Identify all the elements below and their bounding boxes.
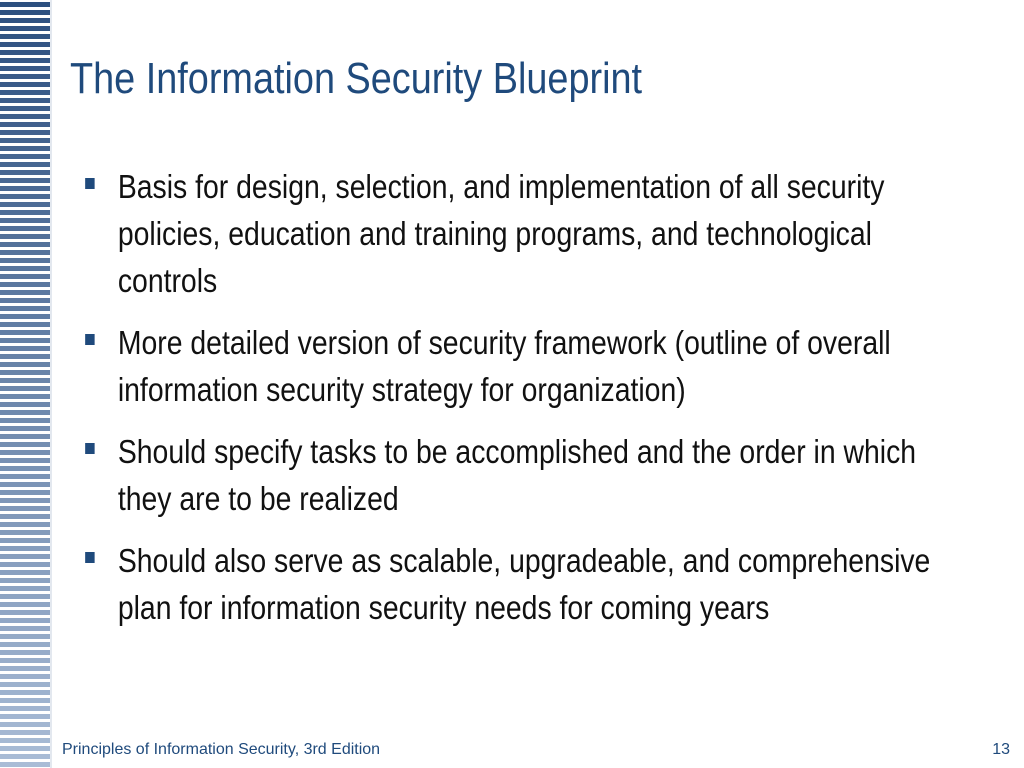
decorative-stripe [0,154,50,159]
decorative-stripe [0,378,50,383]
decorative-stripe [0,18,50,23]
decorative-stripe [0,162,50,167]
decorative-stripe [0,698,50,703]
decorative-stripe [0,570,50,575]
decorative-stripe [0,498,50,503]
decorative-stripe [0,178,50,183]
decorative-stripe [0,330,50,335]
decorative-stripe [0,418,50,423]
decorative-stripe [0,482,50,487]
decorative-stripe [0,386,50,391]
decorative-stripe [0,338,50,343]
decorative-stripe [0,82,50,87]
decorative-stripe [0,618,50,623]
decorative-stripe [0,186,50,191]
decorative-stripe [0,234,50,239]
decorative-stripe [0,626,50,631]
decorative-stripe [0,146,50,151]
decorative-stripe [0,514,50,519]
bullet-item [80,319,940,413]
decorative-stripe [0,34,50,39]
decorative-stripe [0,746,50,751]
decorative-stripe [0,458,50,463]
bullet-text: Basis for design, selection, and implementation of all security policies, education and training programs, and technological controls [117,168,885,299]
decorative-stripe [0,634,50,639]
decorative-stripe [0,562,50,567]
slide-title: The Information Security Blueprint [70,54,643,103]
bullet-text: Should specify tasks to be accomplished and the order in which they are to be realized [117,433,917,517]
decorative-stripe [0,714,50,719]
decorative-stripe [0,290,50,295]
decorative-stripe [0,2,50,7]
decorative-stripe [0,354,50,359]
decorative-stripe [0,666,50,671]
decorative-stripe [0,106,50,111]
decorative-stripe [0,42,50,47]
bullet-item [80,163,940,304]
decorative-stripe [0,730,50,735]
decorative-stripe [0,674,50,679]
decorative-stripe [0,194,50,199]
decorative-stripe [0,226,50,231]
decorative-stripe [0,594,50,599]
square-bullet-icon [85,334,94,345]
square-bullet-icon [85,552,94,563]
decorative-stripe [0,58,50,63]
decorative-stripe [0,538,50,543]
square-bullet-icon [85,443,94,454]
decorative-stripe [0,170,50,175]
decorative-stripe [0,258,50,263]
decorative-stripe [0,586,50,591]
decorative-stripe [0,450,50,455]
decorative-stripe [0,298,50,303]
decorative-stripe [0,506,50,511]
bullet-item [80,537,940,631]
decorative-stripe [0,610,50,615]
decorative-stripe [0,274,50,279]
decorative-stripe [0,522,50,527]
decorative-stripe [0,642,50,647]
decorative-stripe [0,394,50,399]
decorative-stripe [0,706,50,711]
square-bullet-icon [85,178,94,189]
decorative-stripe [0,130,50,135]
decorative-stripe [0,738,50,743]
decorative-stripe [0,50,50,55]
decorative-stripe [0,218,50,223]
decorative-stripe [0,426,50,431]
decorative-stripe [0,658,50,663]
decorative-stripe [0,306,50,311]
decorative-stripe [0,410,50,415]
decorative-stripe [0,474,50,479]
decorative-stripe [0,210,50,215]
decorative-stripe [0,554,50,559]
decorative-stripe [0,74,50,79]
bullet-text: Should also serve as scalable, upgradeable, and comprehensive plan for information security needs for coming years [117,542,931,626]
decorative-stripe [0,650,50,655]
decorative-stripe [0,442,50,447]
decorative-stripe [0,322,50,327]
decorative-stripe [0,370,50,375]
decorative-stripe [0,282,50,287]
decorative-stripe [0,362,50,367]
decorative-stripe [0,98,50,103]
decorative-stripe [0,266,50,271]
decorative-stripe [0,602,50,607]
decorative-stripe [0,26,50,31]
decorative-stripe [0,90,50,95]
bullet-item [80,428,940,522]
bullet-list [80,163,940,646]
decorative-stripe [0,114,50,119]
decorative-stripe [0,690,50,695]
side-divider [50,0,52,768]
decorative-stripe [0,682,50,687]
decorative-stripe [0,10,50,15]
decorative-stripe [0,122,50,127]
decorative-stripe [0,466,50,471]
decorative-stripe [0,202,50,207]
decorative-stripe [0,722,50,727]
bullet-text: More detailed version of security framework (outline of overall information security strategy for organization) [117,324,891,408]
footer-text: Principles of Information Security, 3rd Edition [62,741,381,758]
decorative-stripe [0,138,50,143]
decorative-stripe [0,250,50,255]
decorative-stripe [0,434,50,439]
decorative-stripe-bar [0,0,50,768]
decorative-stripe [0,578,50,583]
decorative-stripe [0,242,50,247]
decorative-stripe [0,314,50,319]
decorative-stripe [0,762,50,767]
decorative-stripe [0,530,50,535]
decorative-stripe [0,66,50,71]
decorative-stripe [0,546,50,551]
decorative-stripe [0,754,50,759]
decorative-stripe [0,346,50,351]
decorative-stripe [0,490,50,495]
page-number: 13 [992,741,1010,758]
decorative-stripe [0,402,50,407]
